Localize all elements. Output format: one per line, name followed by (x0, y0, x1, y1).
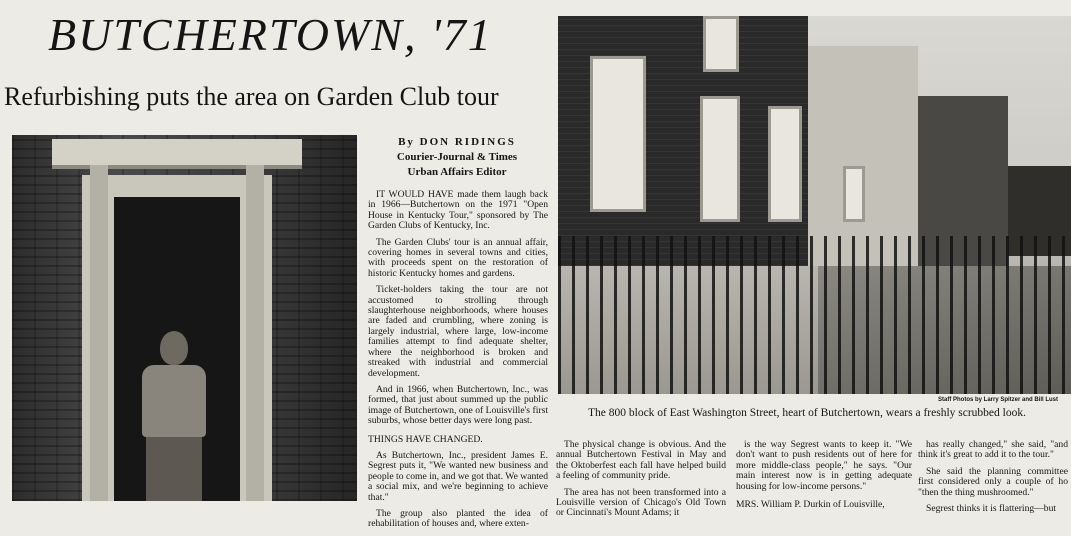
iron-fence (558, 236, 1071, 394)
paragraph: The Garden Clubs' tour is an annual affair, covering homes in several towns and cities, with proceeds spent on the restoration of historic Kentucky homes and gardens. (368, 236, 548, 279)
paragraph: has really changed," she said, "and think it's great to add it to the tour." (918, 439, 1068, 461)
paragraph: The group also planted the idea of rehabilitation of houses and, where exten- (368, 507, 548, 530)
paragraph: And in 1966, when Butchertown, Inc., was formed, that just about summed up the public image of Butchertown, one of Louisville's first suburbs, whose better days were long past. (368, 383, 548, 427)
byline-affiliation: Courier-Journal & Times (396, 151, 518, 163)
white-building (808, 46, 918, 266)
article-column-4 (918, 440, 1068, 520)
doorway-photo (12, 135, 357, 501)
paragraph: She said the planning committee first considered only a couple of ho "then the thing mushroomed." (918, 465, 1068, 498)
paragraph: As Butchertown, Inc., president James E. Segrest puts it, "We wanted new business and people to come in, and we got that. We wanted a social mix, and we're beginning to achieve that." (368, 449, 548, 503)
byline-title: Urban Affairs Editor (407, 166, 507, 178)
right-pilaster (246, 165, 264, 501)
subheadline: Refurbishing puts the area on Garden Club tour (4, 82, 499, 111)
headline: BUTCHERTOWN, '71 (48, 9, 493, 60)
paragraph: IT WOULD HAVE made them laugh back in 1966—Butchertown on the 1971 "Open House in Kentucky Tour," sponsored by The Garden Clubs of Kentucky, Inc. (368, 189, 548, 232)
paragraph: Ticket-holders taking the tour are not accustomed to strolling through slaughterhouse neighborhoods, where houses are faded and crumbling, where zoning is largely industrial, where large, low-income families attempt to find adequate shelter, where the neighborhood is broken and streaked with industrial and commercial development. (368, 284, 548, 379)
paragraph: Segrest thinks it is flattering—but (926, 503, 1057, 515)
street-photo (558, 16, 1071, 394)
left-pilaster (90, 165, 108, 501)
byline (368, 135, 546, 180)
section-heading: THINGS HAVE CHANGED. (368, 433, 483, 445)
person-in-doorway (124, 331, 224, 501)
photo-caption: The 800 block of East Washington Street, heart of Butchertown, wears a freshly scrubbed look. (588, 407, 1026, 419)
paragraph: MRS. William P. Durkin of Louisville, (736, 499, 885, 511)
article-column-1 (368, 190, 548, 536)
paragraph: The area has not been transformed into a Louisville version of Chicago's Old Town or Cincinnati's Mount Adams; it (556, 486, 726, 519)
paragraph: The physical change is obvious. And the annual Butchertown Festival in May and the Oktoberfest each fall have helped build a feeling of community pride. (556, 439, 726, 482)
paragraph: is the way Segrest wants to keep it. "We don't want to push residents out of here for more middle-class people," he says. "Our main interest now is in getting adequate housing for low-income persons." (736, 439, 912, 492)
photo-credit: Staff Photos by Larry Spitzer and Bill Lust (938, 397, 1059, 403)
article-column-2 (556, 440, 726, 525)
article-column-3 (736, 440, 912, 516)
byline-author: By DON RIDINGS (398, 136, 516, 148)
